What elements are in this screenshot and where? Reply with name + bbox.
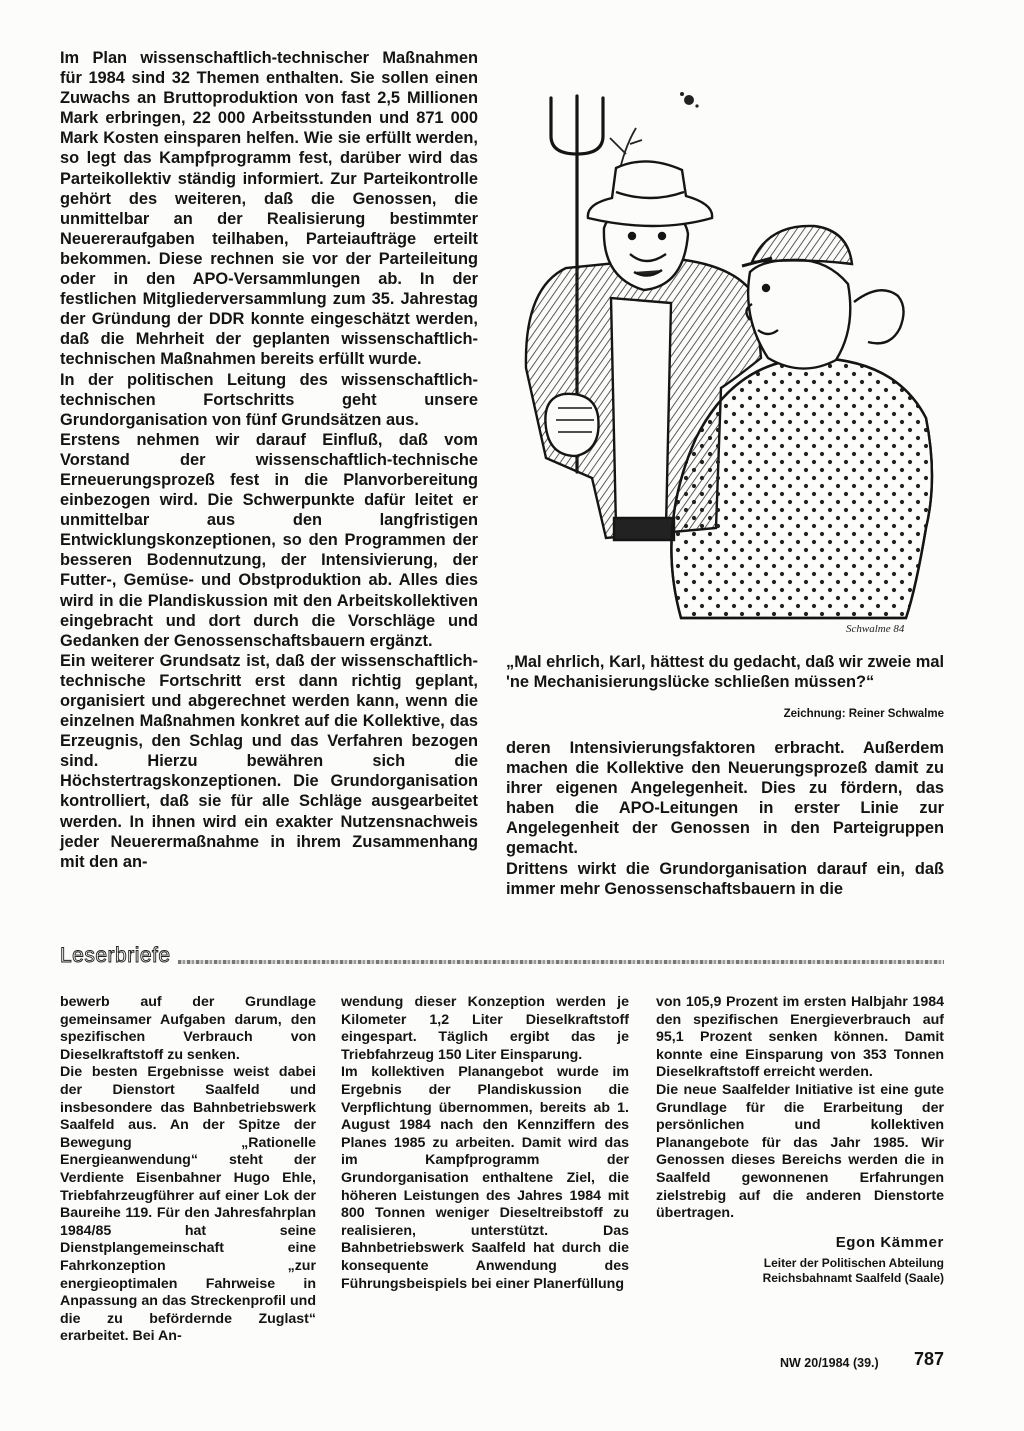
issue-label: NW 20/1984 (39.) — [780, 1356, 879, 1370]
author-title-line-2: Reichsbahnamt Saalfeld (Saale) — [762, 1271, 944, 1285]
letter-paragraph: von 105,9 Prozent im ersten Halbjahr 1984 den spezifischen Energieverbrauch auf 95,1 Prozent senken können. Damit konnte eine Einsparung von 353 Tonnen Dieselkraftstoff erreicht werden. — [656, 994, 944, 1081]
letter-paragraph: Die neue Saalfelder Initiative ist eine gute Grundlage für die Erarbeitung der persönlichen und kollektiven Planangebote für das Jahr 1985. Wir Genossen dieses Bereichs werden die in Saalfeld gewonnenen Erfahrungen zielstrebig auf die anderen Dienstorte übertragen. — [656, 1081, 944, 1222]
article-paragraph: Drittens wirkt die Grundorganisation darauf ein, daß immer mehr Genossenschaftsbauern in die — [506, 859, 944, 898]
cartoon-caption — [506, 652, 944, 692]
section-title: Leserbriefe — [60, 944, 171, 967]
letter-column-2 — [341, 994, 629, 1293]
ink-speck — [680, 92, 699, 108]
letter-column-3 — [656, 994, 944, 1223]
article-column-right — [506, 738, 944, 899]
letter-column-1 — [60, 994, 316, 1346]
cartoon-illustration — [506, 58, 944, 648]
page-number: 787 — [914, 1349, 945, 1369]
caption-text: „Mal ehrlich, Karl, hättest du gedacht, daß wir zweie mal 'ne Mechanisierungslücke schließen müssen?“ — [506, 653, 944, 692]
article-paragraph: In der politischen Leitung des wissenschaftlich-technischen Fortschritts geht unsere Grundorganisation von fünf Grundsätzen aus. — [60, 370, 478, 429]
letter-paragraph: bewerb auf der Grundlage gemeinsamer Aufgaben darum, den spezifischen Verbrauch von Dieselkraftstoff zu senken. — [60, 994, 316, 1063]
artist-signature: Schwalme 84 — [846, 623, 905, 635]
letter-paragraph: wendung dieser Konzeption werden je Kilometer 1,2 Liter Dieselkraftstoff eingespart. Täglich ergibt das je Triebfahrzeug 150 Liter Einsparung. — [341, 994, 629, 1063]
author-title-line-1: Leiter der Politischen Abteilung — [763, 1256, 944, 1270]
article-paragraph: deren Intensivierungsfaktoren erbracht. Außerdem machen die Kollektive den Neuerungsprozeß damit zu ihrer eigenen Angelegenheit. Dies zu fördern, das haben die APO-Leitungen in erster Linie zur Angelegenheit der Genossen in den Parteigruppen gemacht. — [506, 739, 944, 858]
author-title — [656, 1256, 944, 1286]
article-paragraph: Im Plan wissenschaftlich-technischer Maßnahmen für 1984 sind 32 Themen enthalten. Sie sollen einen Zuwachs an Bruttoproduktion von fast 2,5 Millionen Mark erbringen, 22 000 Arbeitsstunden und 871 000 Mark Kosten einsparen helfen. Wie sie erfüllt werden, so legt das Kampfprogramm fest, darüber wird das Parteikollektiv ständig informiert. Zur Parteikontrolle gehört des weiteren, daß die Genossen, die unmittelbar an der Realisierung bestimmter Neuereraufgaben teilhaben, Parteiaufträge erteilt bekommen. Diese rechnen sie vor der Parteileitung oder in den APO-Versammlungen ab. In der festlichen Mitgliederversammlung zum 35. Jahrestag der Gründung der DDR konnte eingeschätzt werden, daß die Mehrheit der geplanten wissenschaftlich-technischen Maßnahmen bereits erfüllt wurde. — [60, 49, 478, 369]
article-paragraph: Erstens nehmen wir darauf Einfluß, daß vom Vorstand der wissenschaftlich-technische Erneuerungsprozeß fest in die Planvorbereitung einbezogen wird. Die Schwerpunkte dafür leitet er unmittelbar aus den langfristigen Entwicklungskonzeptionen, so den Programmen der besseren Bodennutzung, der Intensivierung, der Futter-, Gemüse- und Obstproduktion ab. Alles dies wird in die Plandiskussion mit den Arbeitskollektiven eingebracht und dort durch die Vorschläge und Gedanken der Genossenschaftsbauern ergänzt. — [60, 430, 478, 650]
section-rule — [178, 960, 944, 964]
letter-paragraph: Im kollektiven Planangebot wurde im Ergebnis der Plandiskussion die Verpflichtung übernommen, bereits ab 1. August 1984 nach den Kennziffern des Planes 1985 zu arbeiten. Damit wird das im Kampfprogramm der Grundorganisation enthaltene Ziel, die höheren Leistungen des Jahres 1984 mit 800 Tonnen weniger Dieseltreibstoff zu realisieren, unterstützt. Das Bahnbetriebswerk Saalfeld hat durch die konsequente Anwendung des Führungsbeispiels bei einer Planerfüllung — [341, 1064, 629, 1292]
cartoon-credit: Zeichnung: Reiner Schwalme — [783, 708, 944, 720]
author-name: Egon Kämmer — [835, 1234, 944, 1251]
article-paragraph: Ein weiterer Grundsatz ist, daß der wissenschaftlich-technische Fortschritt erst dann richtig geplant, organisiert und abgerechnet werden kann, wenn die einzelnen Maßnahmen konkret auf die Kollektive, das Erzeugnis, den Schlag und das Verfahren bezogen sind. Hierzu bewähren sich die Höchstertragskonzeptionen. Die Grundorganisation kontrolliert, daß sie für alle Schläge ausgearbeitet werden. In ihnen wird ein exakter Nutzensnachweis jeder Neuerermaßnahme in ihrem Zusammenhang mit den an- — [60, 651, 478, 871]
article-column-left — [60, 48, 478, 872]
letter-paragraph: Die besten Ergebnisse weist dabei der Dienstort Saalfeld und insbesondere das Bahnbetriebswerk Saalfeld aus. An der Spitze der Bewegung „Rationelle Energieanwendung“ steht der Verdiente Eisenbahner Hugo Ehle, Triebfahrzeugführer auf einer Lok der Baureihe 119. Für den Jahresfahrplan 1984/85 hat seine Dienstplangemeinschaft eine Fahrkonzeption „zur energieoptimalen Fahrweise in Anpassung an das Streckenprofil und die zu befördernde Zuglast“ erarbeitet. Bei An- — [60, 1064, 316, 1345]
section-header — [60, 944, 944, 968]
